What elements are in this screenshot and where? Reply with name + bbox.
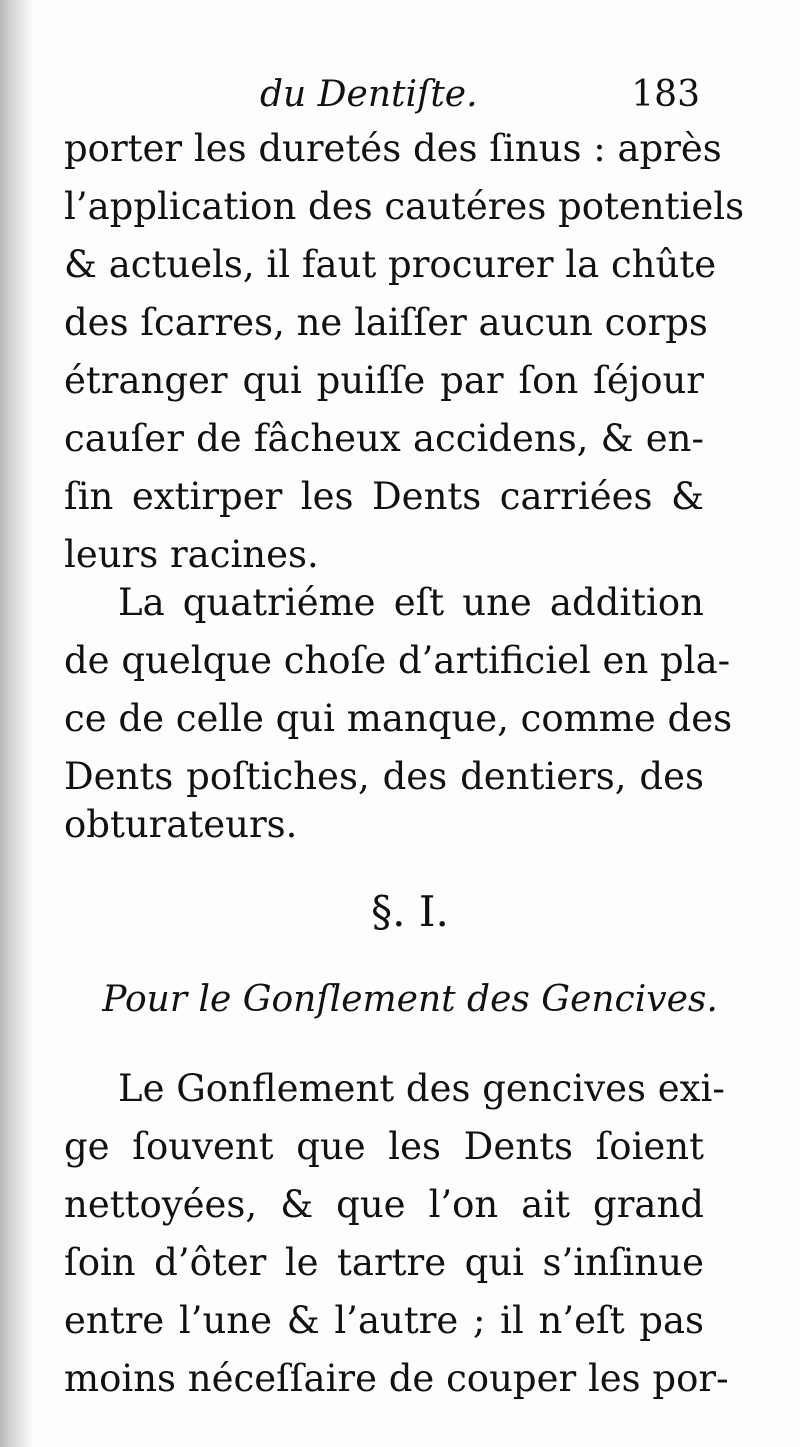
binding-shadow [0, 0, 34, 1447]
text-line: leurs racines. [64, 533, 319, 576]
text-line: Dents poſtiches, des dentiers, des [64, 755, 704, 798]
text-line: ce de celle qui manque, comme des [64, 697, 733, 740]
section-number: §. I. [371, 887, 449, 936]
text-line: porter les duretés des ſinus : après [64, 127, 722, 170]
text-line: ge ſouvent que les Dents ſoient [64, 1125, 704, 1168]
text-line: & actuels, il faut procurer la chûte [64, 243, 717, 286]
text-line: cauſer de fâcheux accidens, & en- [64, 417, 704, 460]
section-heading: Pour le Gonſlement des Gencives. [102, 979, 718, 1020]
text-line: des ſcarres, ne laiſſer aucun corps [64, 301, 708, 344]
running-head-title: du Dentiſte. [260, 74, 478, 115]
text-line: entre l’une & l’autre ; il n’eſt pas [64, 1299, 704, 1342]
page-number: 183 [631, 74, 700, 115]
running-head [60, 70, 700, 120]
text-line: nettoyées, & que l’on ait grand [64, 1183, 704, 1226]
text-line: obturateurs. [64, 803, 298, 846]
text-line: de quelque choſe d’artificiel en pla- [64, 639, 731, 682]
text-line: Le Gonflement des gencives exi- [118, 1067, 725, 1110]
text-line: ſoin d’ôter le tartre qui s’inſinue [64, 1241, 704, 1284]
text-line: l’application des cautéres potentiels [64, 185, 745, 228]
text-line: ſin extirper les Dents carriées & [64, 475, 704, 518]
text-line: étranger qui puiſſe par ſon ſéjour [64, 359, 704, 402]
text-line: La quatriéme eſt une addition [118, 581, 704, 624]
text-line: moins néceſſaire de couper les por- [64, 1357, 729, 1400]
